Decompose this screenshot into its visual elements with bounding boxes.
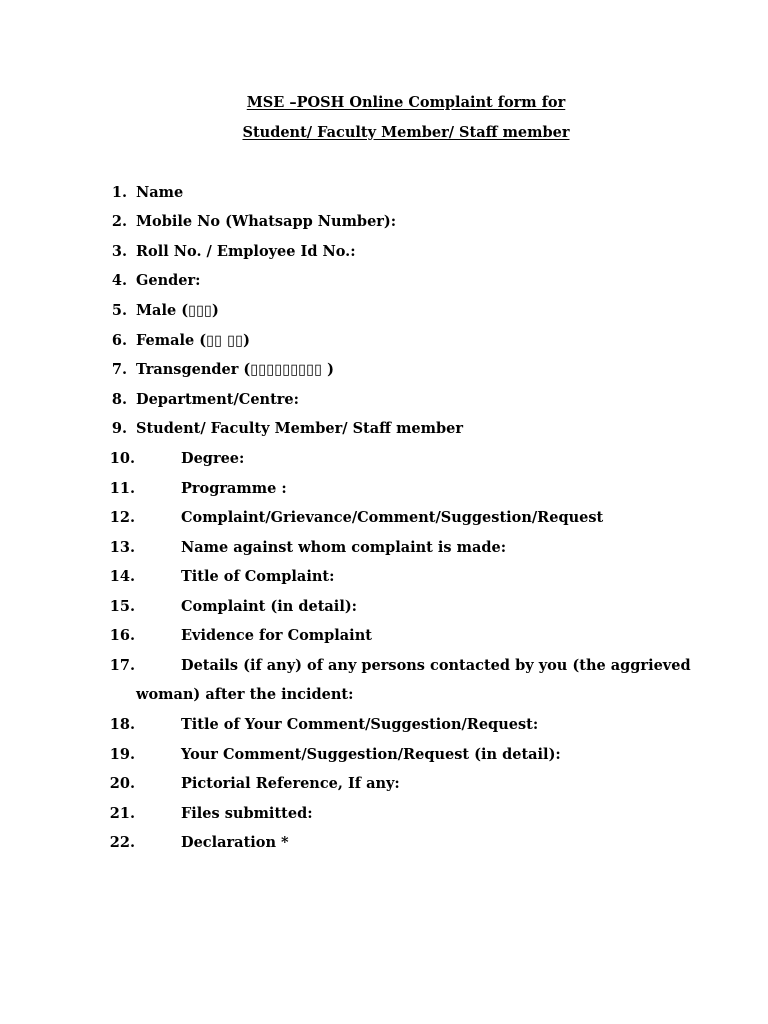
item-number: 15. [109,598,135,615]
form-title-line2: Student/ Faculty Member/ Staff member [242,124,570,141]
item-label: Female (▯▯ ▯▯) [136,332,250,349]
item-label: Student/ Faculty Member/ Staff member [136,420,464,437]
item-label-continuation: woman) after the incident: [136,686,354,703]
item-label: Title of Your Comment/Suggestion/Request: [181,716,539,733]
item-label: Programme : [181,480,287,497]
item-label: Declaration * [181,834,289,851]
item-number: 1. [111,184,127,201]
item-number: 16. [109,627,135,644]
item-number: 9. [111,420,127,437]
item-number: 17. [109,657,135,674]
item-number: 5. [111,302,127,319]
item-number: 11. [109,480,135,497]
item-number: 7. [111,361,127,378]
item-label: Complaint/Grievance/Comment/Suggestion/Request [181,509,604,526]
item-number: 8. [111,391,127,408]
item-label: Roll No. / Employee Id No.: [136,243,356,260]
item-label: Files submitted: [181,805,313,822]
item-number: 18. [109,716,135,733]
item-number: 14. [109,568,135,585]
item-number: 6. [111,332,127,349]
item-number: 22. [109,834,135,851]
item-number: 21. [109,805,135,822]
item-number: 19. [109,746,135,763]
item-label: Your Comment/Suggestion/Request (in detail): [181,746,561,763]
item-label: Evidence for Complaint [181,627,372,644]
item-label: Degree: [181,450,245,467]
item-label: Pictorial Reference, If any: [181,775,400,792]
item-label: Title of Complaint: [181,568,335,585]
item-number: 4. [111,272,127,289]
item-label: Department/Centre: [136,391,299,408]
item-label: Complaint (in detail): [181,598,358,615]
item-label: Details (if any) of any persons contacted by you (the aggrieved [181,657,691,674]
item-number: 2. [111,213,127,230]
item-label: Mobile No (Whatsapp Number): [136,213,397,230]
item-label: Transgender (▯▯▯▯▯▯▯▯▯ ) [136,361,335,378]
item-number: 20. [109,775,135,792]
item-number: 12. [109,509,135,526]
item-number: 3. [111,243,127,260]
form-title-line1: MSE –POSH Online Complaint form for [246,94,566,111]
item-label: Name [136,184,184,201]
item-label: Name against whom complaint is made: [181,539,507,556]
item-number: 13. [109,539,135,556]
item-label: Male (▯▯▯) [136,302,219,319]
item-label: Gender: [136,272,201,289]
item-number: 10. [109,450,135,467]
